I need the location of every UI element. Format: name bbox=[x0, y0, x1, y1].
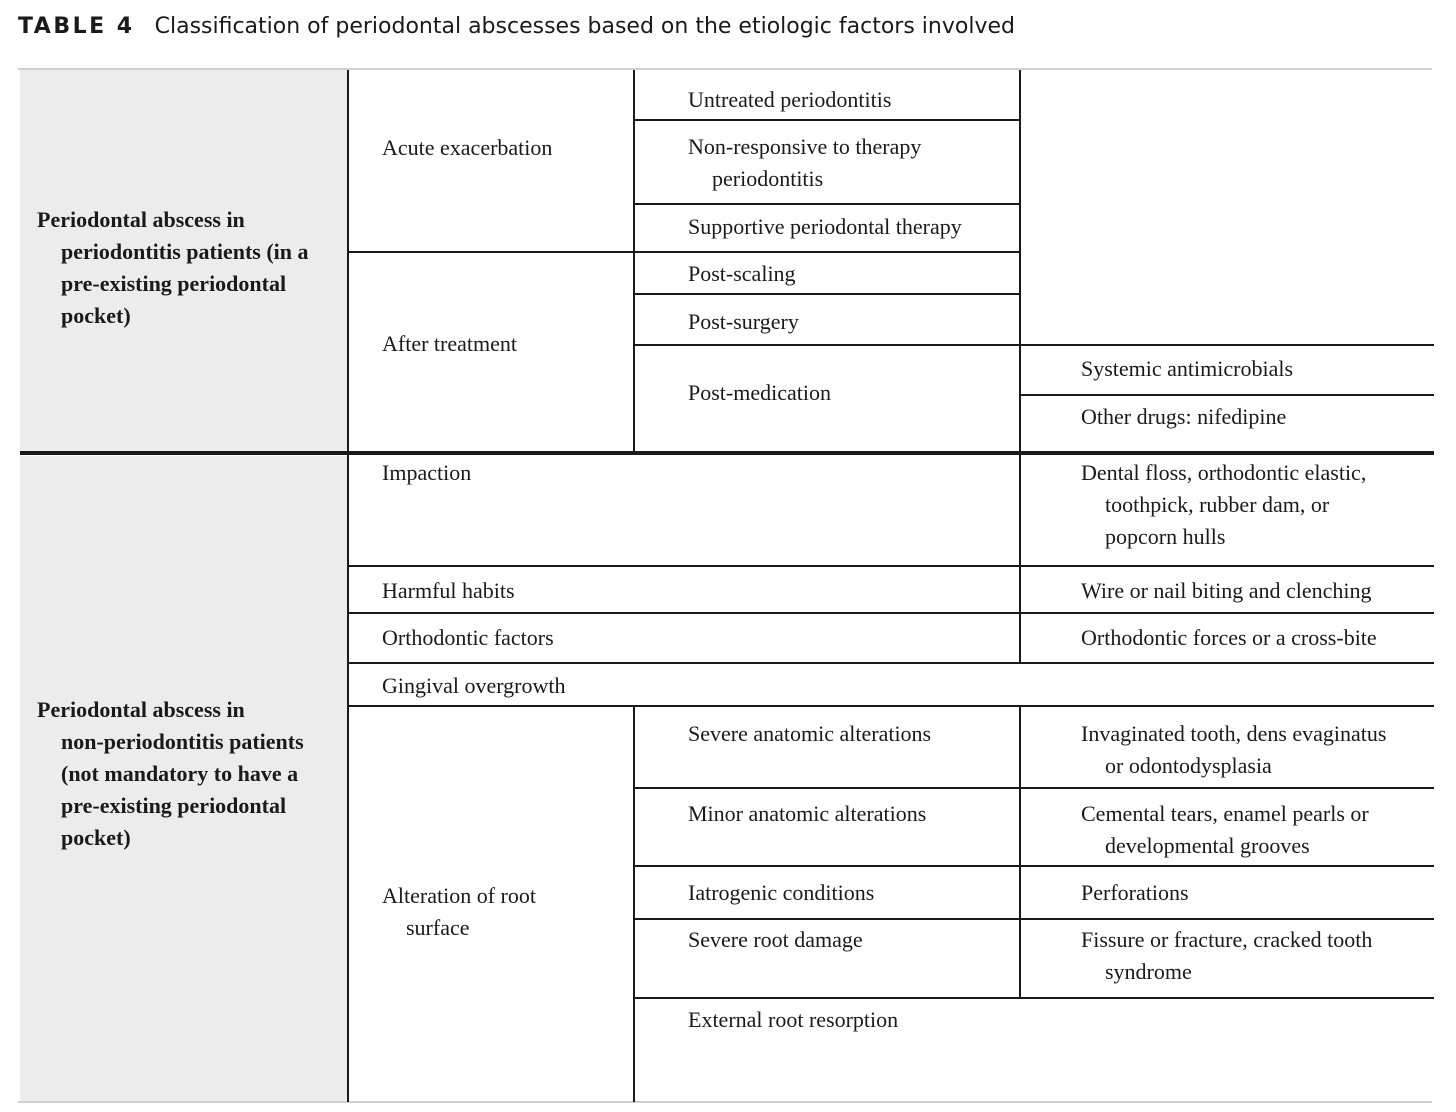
rule-untreated bbox=[634, 119, 1020, 121]
iatrogenic-conditions: Iatrogenic conditions bbox=[688, 880, 875, 905]
alteration-root-surface: Alteration of root surface bbox=[382, 883, 536, 940]
harmful-habits: Harmful habits bbox=[382, 578, 515, 603]
group2-heading: Periodontal abscess in non-periodontitis patients (not mandatory to have a pre-existing periodontal pocket) bbox=[37, 697, 304, 850]
table-title: Classification of periodontal abscesses based on the etiologic factors involved bbox=[154, 14, 1015, 39]
severe-root-detail: Fissure or fracture, cracked tooth syndrome bbox=[1081, 927, 1373, 984]
gingival-overgrowth: Gingival overgrowth bbox=[382, 673, 566, 698]
col-divider-2-top bbox=[633, 70, 635, 452]
after-treatment: After treatment bbox=[382, 331, 517, 356]
other-drugs: Other drugs: nifedipine bbox=[1081, 404, 1287, 429]
impaction: Impaction bbox=[382, 460, 472, 485]
table-caption bbox=[18, 14, 1015, 39]
nonresponsive-periodontitis: Non-responsive to therapy periodontitis bbox=[688, 134, 922, 191]
col-divider-3-bottom bbox=[1019, 706, 1021, 998]
post-medication: Post-medication bbox=[688, 380, 831, 405]
rule-iatrogenic bbox=[634, 918, 1434, 920]
rule-systemic bbox=[1020, 394, 1434, 396]
supportive-therapy: Supportive periodontal therapy bbox=[688, 214, 962, 239]
external-root-resorption: External root resorption bbox=[688, 1007, 899, 1032]
table-top-rule bbox=[18, 68, 1432, 70]
rule-nonresponsive bbox=[634, 203, 1020, 205]
iatrogenic-detail: Perforations bbox=[1081, 880, 1189, 905]
col-divider-1 bbox=[347, 70, 349, 1102]
table-label: TABLE 4 bbox=[18, 14, 135, 39]
orthodontic-factors: Orthodontic factors bbox=[382, 625, 554, 650]
rule-severe-anatomic bbox=[634, 787, 1434, 789]
acute-exacerbation: Acute exacerbation bbox=[382, 135, 553, 160]
table-bottom-rule bbox=[18, 1101, 1432, 1103]
rule-minor-anatomic bbox=[634, 865, 1434, 867]
systemic-antimicrobials: Systemic antimicrobials bbox=[1081, 356, 1294, 381]
rule-gingival bbox=[348, 705, 1434, 707]
post-surgery: Post-surgery bbox=[688, 309, 799, 334]
rule-post-scaling bbox=[634, 293, 1020, 295]
col-divider-3-mid bbox=[1019, 455, 1021, 663]
post-scaling: Post-scaling bbox=[688, 261, 796, 286]
severe-root-damage: Severe root damage bbox=[688, 927, 863, 952]
col-divider-2-bottom bbox=[633, 706, 635, 1102]
group1-heading: Periodontal abscess in periodontitis patients (in a pre-existing periodontal pocket) bbox=[37, 207, 309, 328]
rule-post-surgery bbox=[634, 344, 1434, 346]
rule-impaction bbox=[348, 565, 1434, 567]
rule-harmful-habits bbox=[348, 612, 1434, 614]
severe-anatomic-alterations: Severe anatomic alterations bbox=[688, 721, 932, 746]
minor-anatomic-detail: Cemental tears, enamel pearls or developmental grooves bbox=[1081, 801, 1369, 858]
rule-orthodontic bbox=[348, 662, 1434, 664]
untreated-periodontitis: Untreated periodontitis bbox=[688, 87, 892, 112]
rule-severe-root bbox=[634, 997, 1434, 999]
group-divider bbox=[20, 451, 1434, 455]
impaction-detail: Dental floss, orthodontic elastic, toothpick, rubber dam, or popcorn hulls bbox=[1081, 460, 1367, 549]
severe-anatomic-detail: Invaginated tooth, dens evaginatus or odontodysplasia bbox=[1081, 721, 1387, 778]
minor-anatomic-alterations: Minor anatomic alterations bbox=[688, 801, 927, 826]
rule-acute bbox=[348, 251, 1020, 253]
orthodontic-detail: Orthodontic forces or a cross-bite bbox=[1081, 625, 1377, 650]
harmful-habits-detail: Wire or nail biting and clenching bbox=[1081, 578, 1372, 603]
